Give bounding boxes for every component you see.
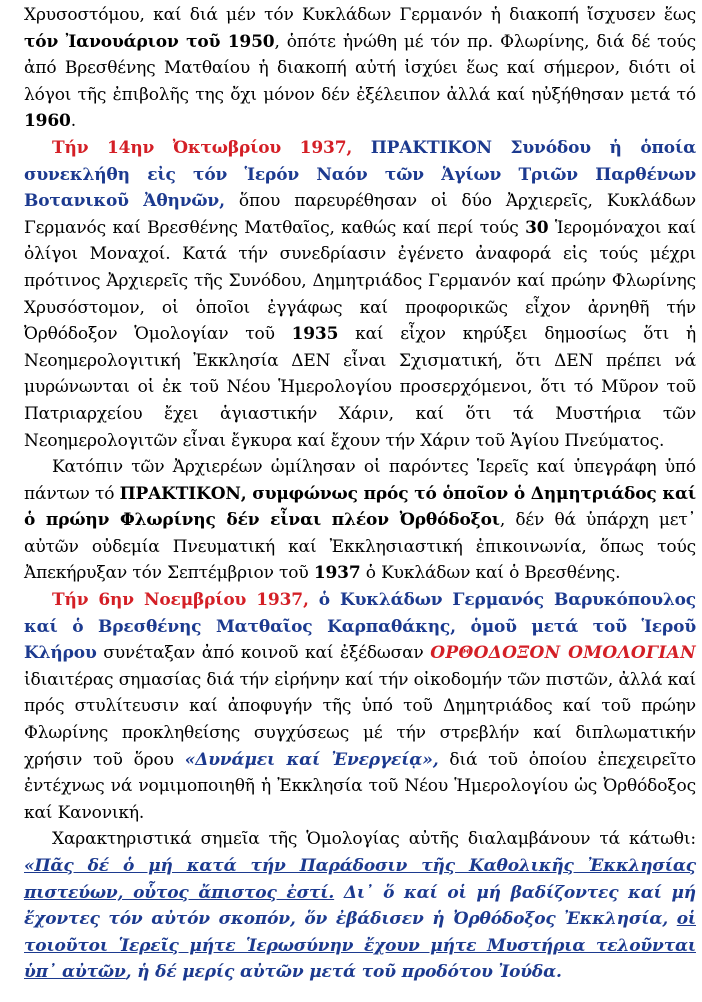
body-text: συνέταξαν ἀπό κοινοῦ καί ἐξέδωσαν [96, 643, 431, 664]
bold-text: 1960 [24, 111, 71, 132]
quote-text: Δι᾽ ὅ καί οἱ μή βαδίζοντες καί μή ἔχοντες τόν αὐτόν σκοπόν, ὅν ἐβάδισεν ἡ Ὀρθόδοξος Ἐκκλησία, [24, 882, 696, 930]
paragraph-4 [24, 587, 696, 826]
quote-text-underlined: οἱ τοιοῦτοι Ἱερεῖς μήτε Ἱερωσύνην ἔχουν μήτε Μυστήρια τελοῦνται ὑπ᾽ αὐτῶν [24, 909, 696, 983]
body-text: Ἱερομόναχοι καί ὀλίγοι Μοναχοί. Κατά τήν συνεδρίασιν ἐγένετο ἀναφορά εἰς τούς μέχρι πρότινος Ἀρχιερεῖς τῆς Συνόδου, Δημητριάδος Γερμανόν καί πρώην Φλωρίνης Χρυσόστομον, οἱ ὁποῖοι ἐγγάφως καί προφορικῶς εἶχον ἀρνηθῆ τήν Ὀρθόδοξον Ὁμολογίαν τοῦ [24, 217, 696, 345]
date-heading: Τήν 6ην Νοεμβρίου 1937, [52, 590, 319, 611]
paragraph-5 [24, 826, 696, 986]
bold-text: τόν Ἰανουάριον τοῦ 1950 [24, 31, 275, 52]
paragraph-2 [24, 135, 696, 454]
bold-text: ΠΡΑΚΤΙΚΟΝ, συμφώνως πρός τό ὁποῖον ὁ Δημητριάδος καί ὁ πρώην Φλωρίνης δέν εἶναι πλέον Ὀρθόδοξοι [24, 483, 696, 531]
date-heading: Τήν 14ην Ὀκτωβρίου 1937, [52, 137, 371, 158]
highlight-text: ΠΡΑΚΤΙΚΟΝ Συνόδου ἡ ὁποία συνεκλήθη εἰς τόν Ἱερόν Ναόν τῶν Ἁγίων Τριῶν Παρθένων Βοτανικοῦ Ἀθηνῶν, [24, 137, 696, 212]
highlight-text: ὁ Κυκλάδων Γερμανός Βαρυκόπουλος καί ὁ Βρεσθένης Ματθαῖος Καρπαθάκης, ὁμοῦ μετά τοῦ Ἱεροῦ Κλήρου [24, 590, 696, 664]
quote-text-underlined: «Πᾶς δέ ὁ μή κατά τήν Παράδοσιν τῆς Καθολικῆς Ἐκκλησίας πιστεύων, οὗτος ἄπιστος ἐστί. [24, 856, 696, 903]
paragraph-1 [24, 2, 696, 135]
bold-text: 1937 [313, 563, 361, 584]
body-text: . [70, 111, 76, 132]
body-text: , δέν θά ὑπάρχη μετ᾽ αὐτῶν οὐδεμία Πνευματική καί Ἐκκλησιαστική ἐπικοινωνία, ὅπως τούς Ἀπεκήρυξαν τόν Σεπτέμβριον τοῦ [24, 510, 696, 584]
body-text: ὅπου παρευρέθησαν οἱ δύο Ἀρχιερεῖς, Κυκλάδων Γερμανός καί Βρεσθένης Ματθαῖος, καθώς καί περί τούς [24, 191, 696, 238]
body-text: Κατόπιν τῶν Ἀρχιερέων ὡμίλησαν οἱ παρόντες Ἱερεῖς καί ὑπεγράφη ὑπό πάντων τό [24, 457, 696, 504]
body-text: ὁ Κυκλάδων καί ὁ Βρεσθένης. [360, 563, 621, 584]
body-text: Χαρακτηριστικά σημεῖα τῆς Ὁμολογίας αὐτῆς διαλαμβάνουν τά κάτωθι: [52, 829, 696, 850]
body-text: ἰδιαιτέρας σημασίας διά τήν εἰρήνην καί τήν οἰκοδομήν τῶν πιστῶν, ἀλλά καί πρός στυλίτευσιν καί ἀποφυγήν τῆς ὑπό τοῦ Δημητριάδος καί τοῦ πρώην Φλωρίνης προκληθείσης συγχύσεως μέ τήν στρεβλήν καί διπλωματικήν χρήσιν τοῦ ὅρου [24, 669, 696, 770]
body-text: , ὁπότε ἡνώθη μέ τόν πρ. Φλωρίνης, διά δέ τούς ἀπό Βρεσθένης Ματθαίου ἡ διακοπή αὐτή ἰσχύει ἕως καί σήμερον, διότι οἱ λόγοι τῆς ἐπιβολῆς της ὄχι μόνον δέν ἐξέλειπον ἀλλά καί ηὐξήθησαν μετά τό [24, 31, 696, 105]
body-text: Χρυσοστόμου, καί διά μέν τόν Κυκλάδων Γερμανόν ἡ διακοπή ἴσχυσεν ἕως [24, 5, 696, 25]
confession-title: ΟΡΘΟΔΟΞΟΝ ΟΜΟΛΟΓΙΑΝ [430, 643, 696, 664]
quote-text: «Δυνάμει καί Ἐνεργείᾳ», [184, 749, 439, 770]
paragraph-3 [24, 454, 696, 587]
quote-text: , ἡ δέ μερίς αὐτῶν μετά τοῦ προδότου Ἰούδα. [125, 962, 562, 983]
bold-text: 30 [525, 217, 549, 238]
bold-text: 1935 [291, 324, 339, 345]
body-text: καί εἶχον κηρύξει δημοσίως ὅτι ἡ Νεοημερολογιτική Ἐκκλησία ΔΕΝ εἶναι Σχισματική, ὅτι ΔΕΝ πρέπει νά μυρώνωνται οἱ ἐκ τοῦ Νέου Ἡμερολογίου προσερχόμενοι, ὅτι τό Μῦρον τοῦ Πατριαρχείου ἔχει ἁγιαστικήν Χάριν, καί ὅτι τά Μυστήρια τῶν Νεοημερολογιτῶν εἶναι ἔγκυρα καί ἔχουν τήν Χάριν τοῦ Ἁγίου Πνεύματος. [24, 324, 696, 451]
body-text: διά τοῦ ὁποίου ἐπεχειρεῖτο ἐντέχνως νά νομιμοποιηθῆ ἡ Ἐκκλησία τοῦ Νέου Ἡμερολογίου ὡς Ὀρθόδοξος καί Κανονική. [24, 749, 697, 823]
